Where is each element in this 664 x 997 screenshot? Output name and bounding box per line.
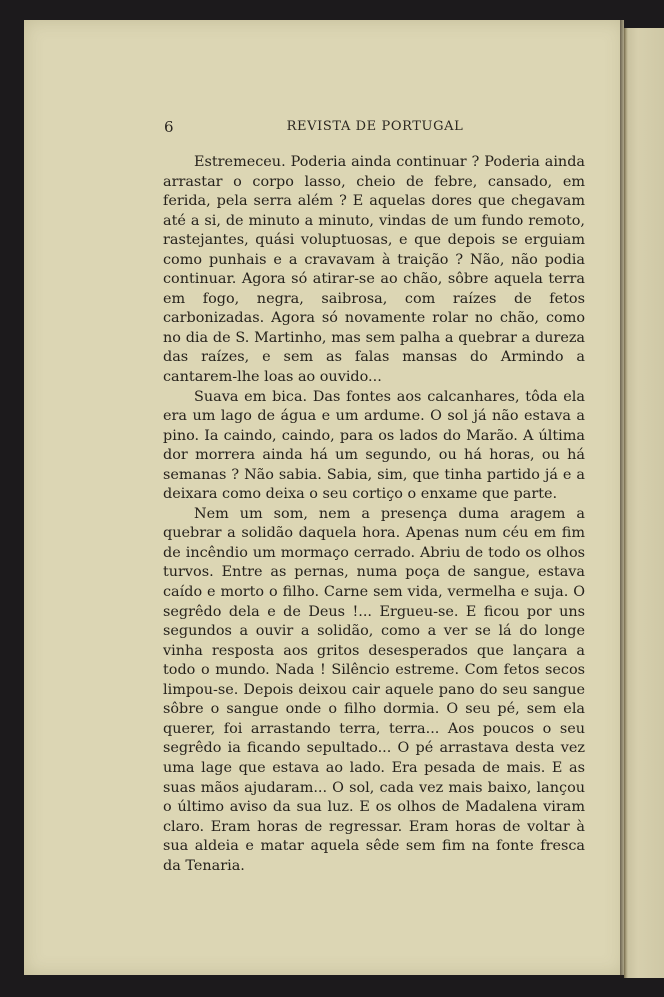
paragraph-2: Suava em bica. Das fontes aos calcanhares, tôda ela era um lago de água e um ardume. O sol já não estava a pino. Ia caindo, caindo, para os lados do Marão. A última dor morrera ainda há um segundo, ou há horas, ou há semanas ? Não sabia. Sabia, sim, que tinha partido já e a deixara como deixa o seu cortiço o enxame que parte. [163,388,585,503]
body-text [163,153,585,876]
running-title: REVISTA DE PORTUGAL [286,119,464,134]
page-edge-shadow [620,20,626,978]
paragraph-3: Nem um som, nem a presença duma aragem a quebrar a solidão daquela hora. Apenas num céu em fim de incêndio um mormaço cerrado. Abriu de todo os olhos turvos. Entre as pernas, numa poça de sangue, estava caído e morto o filho. Carne sem vida, vermelha e suja. O segrêdo dela e de Deus !... Ergueu-se. E ficou por uns segundos a ouvir a solidão, como a ver se lá do longe vinha resposta aos gritos desesperados que lançara a todo o mundo. Nada ! Silêncio estreme. Com fetos secos limpou-se. Depois deixou cair aquele pano do seu sangue sôbre o sangue onde o filho dormia. O seu pé, sem ela querer, foi arrastando terra, terra... Aos poucos o seu segrêdo ia ficando sepultado... O pé arrastava desta vez uma lage que estava ao lado. Era pesada de mais. E as suas mãos ajudaram... O sol, cada vez mais baixo, lançou o último aviso da sua luz. E os olhos de Madalena viram claro. Eram horas de regressar. Eram horas de voltar à sua aldeia e matar aquela sêde sem fim na fonte fresca da Tenaria. [163,505,585,874]
paragraph-1: Estremeceu. Poderia ainda continuar ? Poderia ainda arrastar o corpo lasso, cheio de febre, cansado, em ferida, pela serra além ? E aquelas dores que chegavam até a si, de minuto a minuto, vindas de um fundo remoto, rastejantes, quási voluptuosas, e que depois se erguiam como punhais e a cravavam à traição ? Não, não podia continuar. Agora só atirar-se ao chão, sôbre aquela terra em fogo, negra, saibrosa, com raízes de fetos carbonizadas. Agora só novamente rolar no chão, como no dia de S. Martinho, mas sem palha a quebrar a dureza das raízes, e sem as falas mansas do Armindo a cantarem-lhe loas ao ouvido... [163,154,585,386]
page-header [164,118,586,140]
next-page-edge [624,28,664,978]
page-number: 6 [164,118,174,136]
